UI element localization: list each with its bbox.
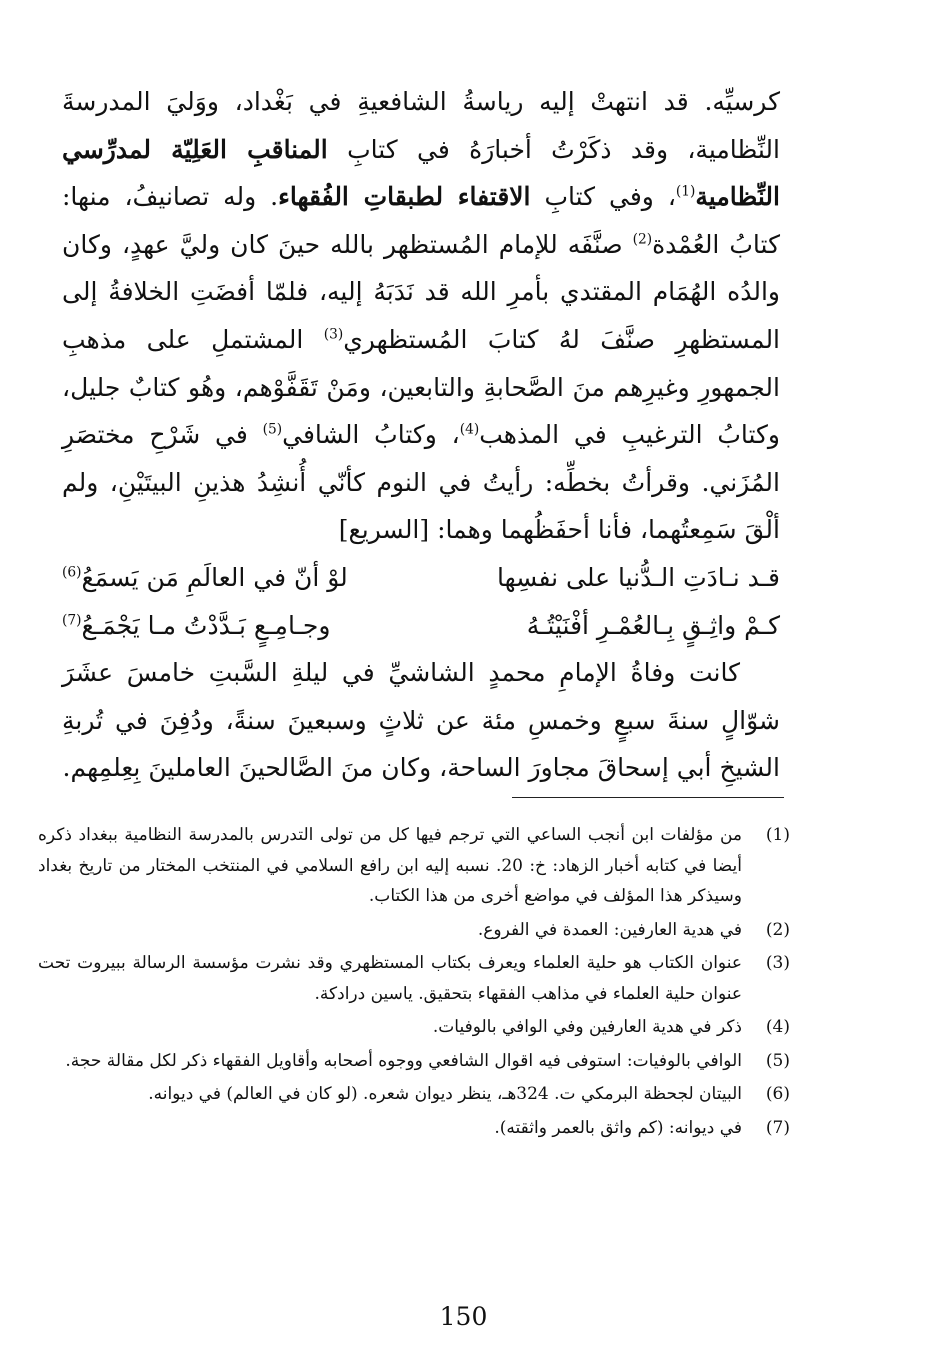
footnote-text: من مؤلفات ابن أنجب الساعي التي ترجم فيها كل من تولى التدرس بالمدرسة النظامية ببغداد ذكره أيضا في كتابه أخبار الزهاد: خ: 20. نسبه إليه ابن رافع السلامي في المنتخب المختار من تاريخ بغداد وسيذكر هذا المؤلف في مواضع أخرى من هذا الكتاب. xyxy=(38,825,742,906)
main-text xyxy=(62,78,780,792)
book-title-bold: الاقتفاء لطبقاتِ الفُقهاء xyxy=(278,182,531,212)
footnote-ref[interactable]: (2) xyxy=(632,231,653,248)
hemistich-text: لوْ أنّ في العالَمِ مَن يَسمَعُ xyxy=(81,562,348,592)
footnote-ref[interactable]: (5) xyxy=(262,421,283,438)
verse-1 xyxy=(62,554,780,602)
text-run: ، وكتابُ الشافي xyxy=(282,420,460,450)
text-run: في شَرْحِ مختصَرِ المُزَني. وقرأتُ بخطِّه: رأيتُ في النوم كأنّي أُنشِدُ هذينِ البيتَيْنِ، ولم ألْقَ سَمِعتُهما، فأنا أحفَظُهما وهما: [السريع] xyxy=(62,420,780,545)
text-run: ، وفي كتابِ xyxy=(530,182,676,212)
hemistich-left xyxy=(62,602,330,650)
footnote xyxy=(38,1012,790,1043)
footnote-ref[interactable]: (3) xyxy=(323,326,344,343)
hemistich-right: قـد نـادَتِ الـدُّنيا على نفسِها xyxy=(497,562,780,592)
poem xyxy=(62,554,780,649)
paragraph-1 xyxy=(62,78,780,554)
footnote-number: (4) xyxy=(765,1017,790,1037)
footnote-text: ذكر في هدية العارفين وفي الوافي بالوفيات. xyxy=(432,1017,742,1037)
footnote-ref[interactable]: (4) xyxy=(459,421,480,438)
hemistich-left xyxy=(62,554,348,602)
footnote xyxy=(38,1079,790,1110)
footnote-number: (2) xyxy=(765,919,790,940)
footnote-ref[interactable]: (7) xyxy=(62,612,82,629)
footnote xyxy=(38,915,790,946)
footnote-ref[interactable]: (1) xyxy=(675,183,696,200)
text-run: المشتملِ على مذهبِ الجمهورِ وغيرِهم منَ الصَّحابةِ والتابعين، ومَنْ تَقَفَّوْهم، وهُو كتابٌ جليل، وكتابُ الترغيبِ في المذهب xyxy=(62,324,780,450)
footnote xyxy=(38,1113,790,1144)
hemistich-right: كـمْ واثِـقٍ بِـالعُمْـرِ أفْنَيْتُـهُ xyxy=(526,610,780,640)
footnote-number: (5) xyxy=(765,1050,790,1071)
paragraph-2: كانت وفاةُ الإمامِ محمدٍ الشاشيِّ في ليلةِ السَّبتِ خامسَ عشَرَ شوّالٍ سنةَ سبعٍ وخمسِ مئة عن ثلاثٍ وسبعينَ سنةً، ودُفِنَ في تُربةِ الشيخِ أبي إسحاقَ مجاورَ الساحة، وكان منَ الصَّالحينَ العاملينَ بِعِلمِهم. xyxy=(62,658,780,783)
text-run: . وله تصانيفُ، منها: كتابُ العُمْدة xyxy=(62,182,780,259)
footnotes xyxy=(38,820,790,1146)
footnote-number: (7) xyxy=(765,1117,790,1138)
book-title-bold: المناقبِ العَلِيّة لمدرِّسي النِّظامية xyxy=(62,134,780,212)
footnote xyxy=(38,1046,790,1077)
footnote xyxy=(38,948,790,1009)
footnote xyxy=(38,820,790,912)
footnote-text: عنوان الكتاب هو حلية العلماء ويعرف بكتاب المستظهري وقد نشرت مؤسسة الرسالة ببيروت تحت عنوان حلية العلماء في مذاهب الفقهاء بتحقيق. ياسين درادكة. xyxy=(38,953,742,1004)
hemistich-text: وجـامِـعٍ بَـدَّدْتُ مـا يَجْمَـعُ xyxy=(81,610,331,640)
footnote-text: في ديوانه: (كم واثق بالعمر واثقته). xyxy=(494,1117,742,1138)
page-number: 150 xyxy=(439,1302,488,1331)
footnote-separator xyxy=(512,797,784,798)
verse-2 xyxy=(62,602,780,650)
footnote-number: (3) xyxy=(765,953,790,973)
footnote-ref[interactable]: (6) xyxy=(62,564,82,581)
footnote-number: (6) xyxy=(765,1084,790,1104)
text-run: كرسيِّه. قد انتهتْ إليه رياسةُ الشافعيةِ في بَغْداد، ووَليَ المدرسةَ النِّظامية، وقد ذكَرْتُ أخبارَهُ في كتابِ xyxy=(62,87,780,164)
footnote-text: في هدية العارفين: العمدة في الفروع. xyxy=(477,919,742,940)
footnote-text: الوافي بالوفيات: استوفى فيه اقوال الشافعي ووجوه أصحابه وأقاويل الفقهاء ذكر لكل مقالة حجة. xyxy=(65,1050,742,1071)
footnote-text: البيتان لجحظة البرمكي ت. 324هـ، ينظر ديوان شعره. (لو كان في العالم) في ديوانه. xyxy=(148,1084,742,1104)
text-run: صنَّفَه للإمام المُستظهر بالله حينَ كان وليَّ عهدٍ، وكان والدُه الهُمَام المقتدي بأمرِ الله قد نَدَبَهُ إليه، فلمّا أفضَتِ الخلافةُ إلى المستظهرِ صنَّفَ لهُ كتابَ المُستظهري xyxy=(62,229,781,354)
footnote-number: (1) xyxy=(765,825,790,845)
